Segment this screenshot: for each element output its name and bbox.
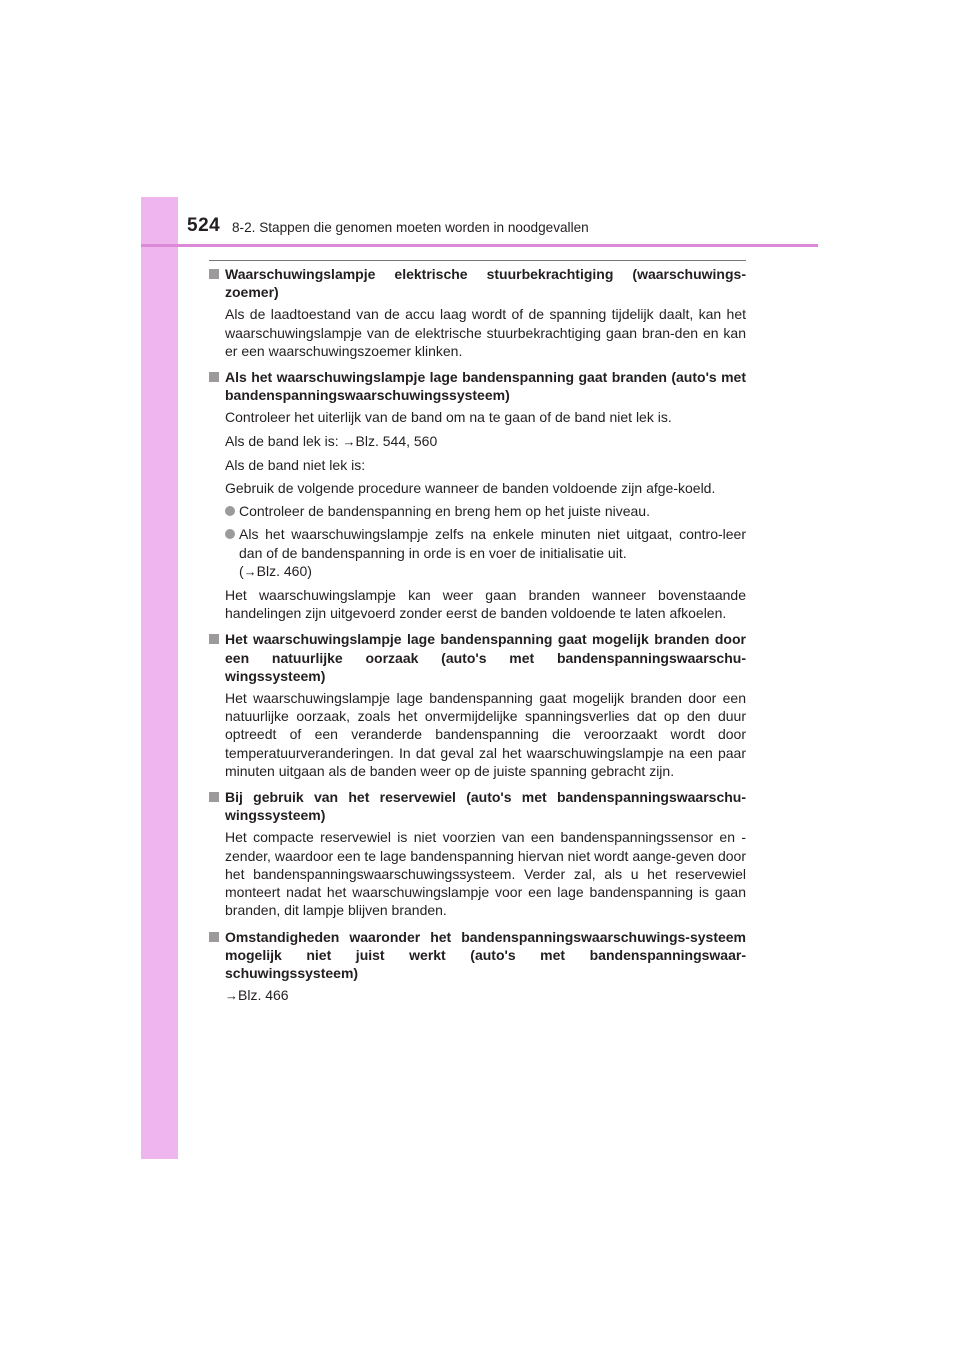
- section-spare-wheel: [209, 788, 746, 919]
- arrow-right-icon: →: [243, 563, 257, 579]
- paragraph: Als de band niet lek is:: [225, 456, 366, 473]
- paragraph: Als de laadtoestand van de accu laag wordt of de spanning tijdelijk daalt, kan het waarschuwingslampje van de elektrische stuurbekrachtiging gaan bran-den en kan er een waarschuwingszoemer klinken.: [225, 306, 746, 359]
- paragraph: Het waarschuwingslampje kan weer gaan branden wanneer bovenstaande handelingen zijn uitgevoerd zonder eerst de banden voldoende te laten afkoelen.: [225, 587, 746, 622]
- section-heading: Waarschuwingslampje elektrische stuurbekrachtiging (waarschuwings-zoemer): [209, 265, 746, 301]
- square-bullet-icon: [209, 634, 219, 644]
- paragraph: Controleer het uiterlijk van de band om na te gaan of de band niet lek is.: [225, 409, 672, 426]
- section-heading: Bij gebruik van het reservewiel (auto's met bandenspanningswaarschu-wingssysteem): [209, 788, 746, 824]
- round-bullet-icon: [225, 506, 235, 516]
- arrow-right-icon: →: [342, 433, 356, 449]
- page-number: 524: [187, 215, 221, 236]
- page-reference-link[interactable]: Blz. 544, 560: [355, 432, 438, 449]
- square-bullet-icon: [209, 932, 219, 942]
- content-divider: [209, 260, 746, 261]
- paragraph: Gebruik de volgende procedure wanneer de banden voldoende zijn afge-koeld.: [225, 480, 716, 497]
- square-bullet-icon: [209, 372, 219, 382]
- page-reference: (→Blz. 460): [239, 562, 312, 579]
- paragraph-flat-tire-ref: Als de band lek is: →Blz. 544, 560: [225, 432, 438, 449]
- section-heading: Het waarschuwingslampje lage bandenspanning gaat mogelijk branden door een natuurlijke oorzaak (auto's met bandenspanningswaarschu-wingssysteem): [209, 630, 746, 685]
- arrow-right-icon: →: [225, 988, 238, 1004]
- section-title: 8-2. Stappen die genomen moeten worden in noodgevallen: [232, 220, 589, 235]
- section-system-malfunction-conditions: [209, 928, 746, 1006]
- square-bullet-icon: [209, 792, 219, 802]
- list-item: Controleer de bandenspanning en breng hem op het juiste niveau.: [225, 502, 746, 520]
- section-power-steering-warning: [209, 265, 746, 360]
- page-content: [209, 265, 746, 1013]
- header-divider: [141, 244, 818, 247]
- paragraph: Het waarschuwingslampje lage bandenspanning gaat mogelijk branden door een natuurlijke oorzaak, zoals het onvermijdelijke spanningsverlies dat op den duur optreedt of een veranderde bandenspanning die veroorzaakt wordt door temperatuurveranderingen. In dat geval zal het waarschuwingslampje na een paar minuten uitgaan als de banden weer op de juiste spanning gebracht zijn.: [225, 690, 746, 779]
- section-natural-cause: [209, 630, 746, 780]
- round-bullet-icon: [225, 529, 235, 539]
- section-heading: Als het waarschuwingslampje lage bandenspanning gaat branden (auto's met bandenspanningswaarschuwingssysteem): [209, 368, 746, 404]
- paragraph: Het compacte reservewiel is niet voorzien van een bandenspanningssensor en -zender, waardoor een te lage bandenspanning hiervan niet wordt aange-geven door het bandenspanningswaarschuwingssysteem. Verder zal, als u het reservewiel monteert nadat het waarschuwingslampje voor een lage bandenspanning is gaan branden, dit lampje blijven branden.: [225, 829, 746, 919]
- page-reference-link[interactable]: Blz. 460): [256, 562, 312, 579]
- section-heading: Omstandigheden waaronder het bandenspanningswaarschuwings-systeem mogelijk niet juist werkt (auto's met bandenspanningswaar-schuwingssysteem): [209, 928, 746, 983]
- chapter-sidebar-tab: [141, 197, 178, 1159]
- list-item: Als het waarschuwingslampje zelfs na enkele minuten niet uitgaat, contro-leer dan of de bandenspanning in orde is en voer de initialisatie uit. (→Blz. 460): [225, 525, 746, 581]
- section-low-tire-pressure-warning: [209, 368, 746, 622]
- paragraph-ref: [225, 986, 746, 1005]
- page-reference-link[interactable]: Blz. 466: [238, 987, 289, 1004]
- square-bullet-icon: [209, 269, 219, 279]
